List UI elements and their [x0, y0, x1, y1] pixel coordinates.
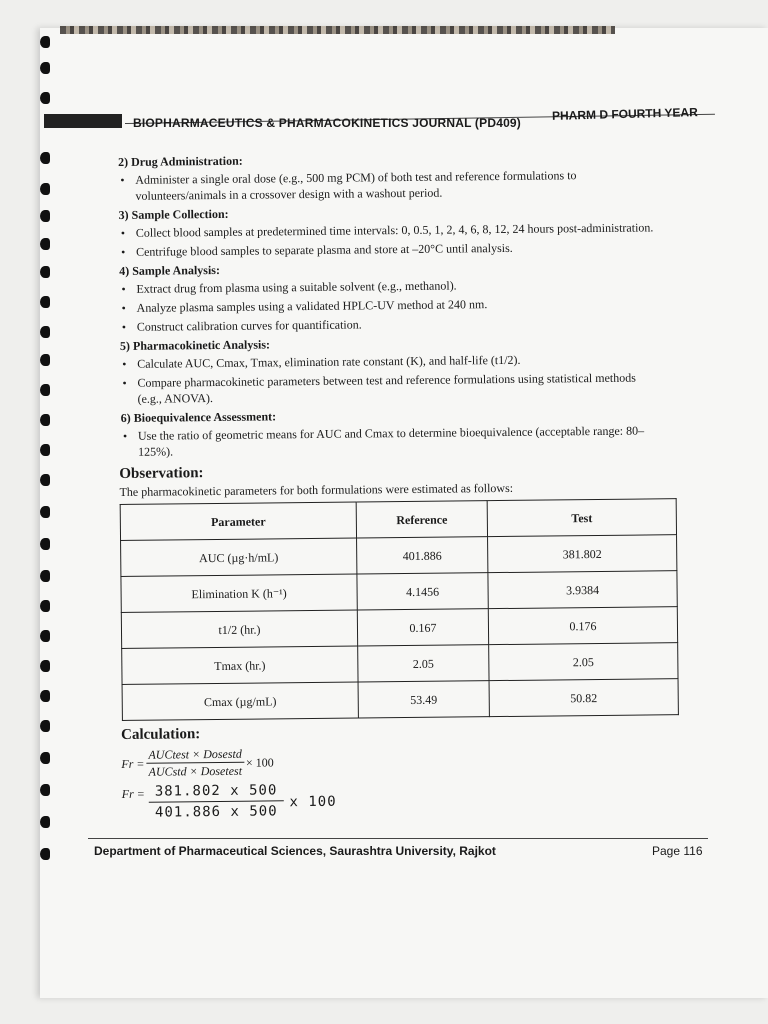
list-item: • Calculate AUC, Cmax, Tmax, elimination rate constant (K), and half-life (t1/2).	[120, 350, 660, 372]
footer-rule	[88, 838, 708, 839]
table-cell: Cmax (µg/mL)	[122, 682, 358, 720]
table-cell: 2.05	[358, 645, 489, 682]
handwritten-denominator: 401.886 x 500	[154, 803, 278, 821]
table-cell: 3.9384	[488, 571, 677, 609]
section-title: 3) Sample Collection:	[118, 206, 229, 222]
list-item: • Use the ratio of geometric means for AUC and Cmax to determine bioequivalence (acceptable range: 80–125%).	[121, 422, 661, 460]
section-title: 2) Drug Administration:	[118, 153, 243, 169]
formula-fraction	[146, 746, 244, 780]
table-header: Parameter	[120, 502, 356, 540]
table-header: Test	[487, 499, 676, 537]
page-content	[118, 148, 665, 821]
formula-multiplier: × 100	[245, 754, 274, 770]
table-row	[121, 535, 677, 577]
formula-denominator: AUCstd × Dosetest	[148, 763, 243, 779]
table-cell: t1/2 (hr.)	[121, 610, 357, 648]
handwritten-multiplier: x 100	[289, 793, 337, 811]
handwritten-lhs: Fr =	[121, 786, 145, 801]
list-item: • Compare pharmacokinetic parameters between test and reference formulations using statistical methods (e.g., ANOVA).	[120, 369, 660, 407]
list-item: • Analyze plasma samples using a validated HPLC-UV method at 240 nm.	[120, 294, 660, 316]
section-title: 4) Sample Analysis:	[119, 262, 220, 278]
footer-department: Department of Pharmaceutical Sciences, Saurashtra University, Rajkot	[94, 844, 496, 858]
list-item: • Centrifuge blood samples to separate plasma and store at –20°C until analysis.	[119, 238, 659, 260]
year-title: PHARM D FOURTH YEAR	[551, 105, 698, 123]
table-cell: 381.802	[488, 535, 677, 573]
table-cell: Elimination K (h⁻¹)	[121, 574, 357, 612]
torn-paper-edge	[60, 26, 615, 34]
table-row	[121, 607, 677, 649]
table-cell: 0.176	[488, 607, 677, 645]
journal-title: BIOPHARMACEUTICS & PHARMACOKINETICS JOURNAL (PD409)	[133, 116, 522, 130]
section-title: 5) Pharmacokinetic Analysis:	[119, 337, 271, 353]
observation-title: Observation:	[119, 465, 204, 483]
table-header-row	[120, 499, 676, 541]
list-item: • Collect blood samples at predetermined time intervals: 0, 0.5, 1, 2, 4, 6, 8, 12, 24 hours post-administration.	[119, 219, 659, 241]
calculation-title: Calculation:	[121, 726, 201, 743]
table-cell: AUC (µg·h/mL)	[121, 538, 357, 576]
handwritten-calculation	[122, 778, 665, 821]
handwritten-fraction	[149, 782, 284, 820]
table-cell: 53.49	[358, 681, 489, 718]
formula-lhs: Fr =	[121, 756, 145, 771]
table-cell: 4.1456	[357, 573, 488, 610]
list-item: • Construct calibration curves for quantification.	[120, 313, 660, 335]
table-cell: Tmax (hr.)	[122, 646, 358, 684]
section-title: 6) Bioequivalence Assessment:	[120, 409, 277, 425]
table-row	[122, 643, 678, 685]
table-header: Reference	[356, 501, 487, 538]
table-cell: 401.886	[357, 537, 488, 574]
table-row	[121, 571, 677, 613]
list-item: • Extract drug from plasma using a suitable solvent (e.g., methanol).	[119, 275, 659, 297]
page-number: Page 116	[652, 844, 703, 858]
table-cell: 2.05	[489, 643, 678, 681]
pk-parameters-table	[120, 498, 679, 721]
table-row	[122, 679, 678, 721]
formula-numerator: AUCtest × Dosestd	[146, 746, 244, 764]
observation-text: The pharmacokinetic parameters for both formulations were estimated as follows:	[119, 480, 514, 500]
relative-bioavailability-formula	[121, 741, 664, 780]
handwritten-numerator: 381.802 x 500	[149, 782, 284, 802]
table-cell: 0.167	[357, 609, 488, 646]
list-item: • Administer a single oral dose (e.g., 500 mg PCM) of both test and reference formulations to volunteers/animals in a crossover design with a washout period.	[118, 166, 658, 204]
table-cell: 50.82	[489, 679, 678, 717]
header-accent-bar	[44, 114, 122, 128]
